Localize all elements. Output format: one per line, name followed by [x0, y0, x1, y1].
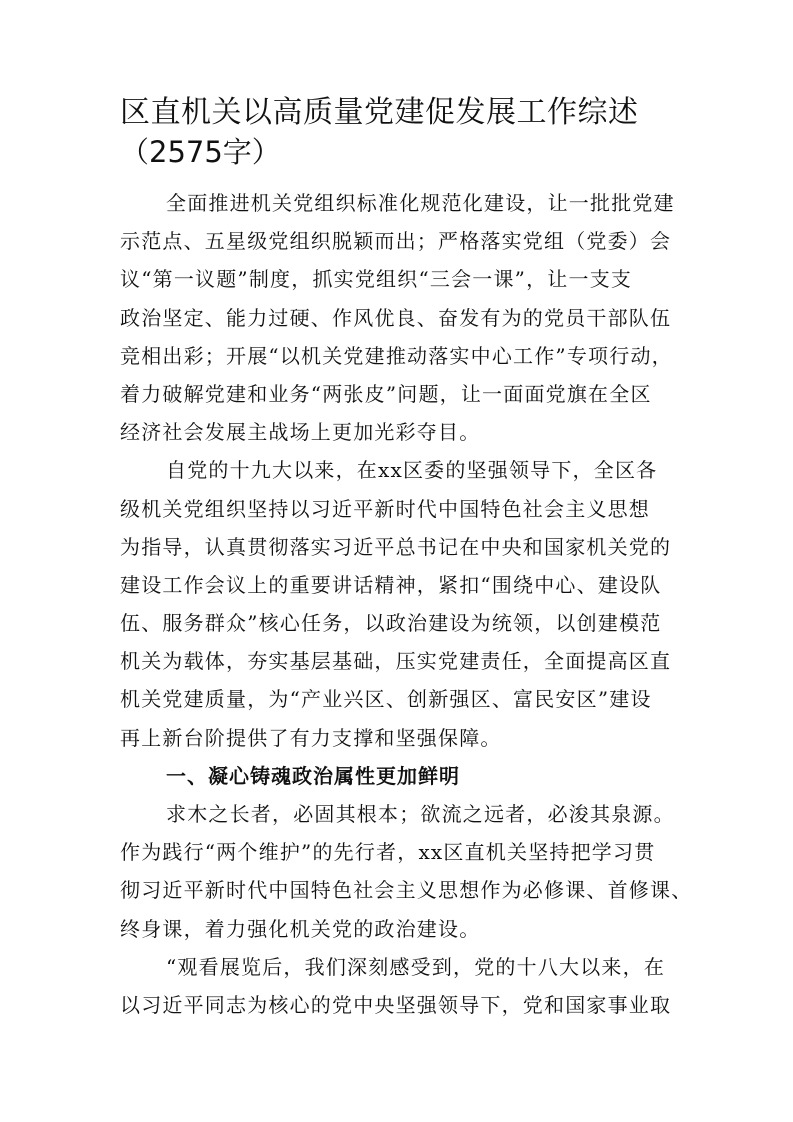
paragraph-line: 议“第一议题”制度，抓实党组织“三会一课”，让一支支: [120, 267, 633, 292]
paragraph-line: 为指导，认真贯彻落实习近平总书记在中央和国家机关党的: [120, 534, 672, 559]
paragraph-intro: [120, 184, 680, 451]
paragraph-line: 全面推进机关党组织标准化规范化建设，让一批批党建: [166, 191, 675, 215]
paragraph-quote: [120, 948, 680, 1024]
paragraph-section-one: [120, 795, 693, 948]
paragraph-line: 级机关党组织坚持以习近平新时代中国特色社会主义思想: [120, 496, 650, 521]
document-word-count: （2575字）: [120, 135, 281, 169]
paragraph-line: “观看展览后，我们深刻感受到，党的十八大以来，在: [166, 954, 666, 979]
paragraph-line: 作为践行“两个维护”的先行者，xx区直机关坚持把学习贯: [120, 840, 656, 865]
paragraph-line: 机关党建质量，为“产业兴区、创新强区、富民安区”建设: [120, 687, 652, 712]
paragraph-line: 彻习近平新时代中国特色社会主义思想作为必修课、首修课、: [120, 878, 693, 903]
paragraph-line: 终身课，着力强化机关党的政治建设。: [120, 916, 481, 941]
paragraph-line: 机关为载体，夯实基层基础，压实党建责任，全面提高区直: [120, 649, 672, 674]
document-page: [120, 92, 693, 1024]
paragraph-line: 以习近平同志为核心的党中央坚强领导下，党和国家事业取: [120, 992, 672, 1017]
section-heading: 一、凝心铸魂政治属性更加鲜明: [166, 763, 460, 788]
paragraph-line: 再上新台阶提供了有力支撑和坚强保障。: [120, 725, 502, 750]
paragraph-line: 示范点、五星级党组织脱颖而出；严格落实党组（党委）会: [120, 229, 672, 254]
paragraph-line: 伍、服务群众”核心任务，以政治建设为统领，以创建模范: [120, 611, 662, 636]
paragraph-line: 求木之长者，必固其根本；欲流之远者，必浚其泉源。: [166, 802, 675, 827]
paragraph-line: 竞相出彩；开展“以机关党建推动落实中心工作”专项行动，: [120, 343, 673, 368]
paragraph-overview: [120, 451, 680, 757]
paragraph-line: 政治坚定、能力过硬、作风优良、奋发有为的党员干部队伍: [120, 305, 672, 330]
paragraph-line: 自党的十九大以来，在xx区委的坚强领导下，全区各: [166, 458, 658, 483]
document-title: 区直机关以高质量党建促发展工作综述: [120, 95, 639, 130]
paragraph-line: 建设工作会议上的重要讲话精神，紧扣“围绕中心、建设队: [120, 572, 662, 597]
paragraph-line: 经济社会发展主战场上更加光彩夺目。: [120, 420, 481, 445]
paragraph-line: 着力破解党建和业务“两张皮”问题，让一面面党旗在全区: [120, 381, 652, 406]
